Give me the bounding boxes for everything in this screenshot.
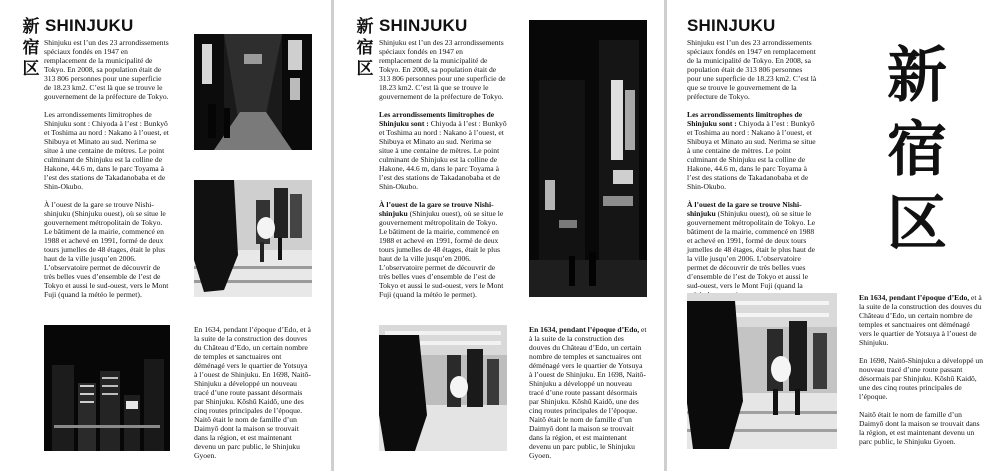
article-text-column: [379, 38, 507, 308]
kanji-vertical-title: [355, 17, 375, 80]
photo-station-commuters: [687, 293, 837, 449]
paragraph-edo-body: et à la suite de la construction des douves du Château d’Edo, un certain nombre de temples et sanctuaires ont déménagé vers le quartier de Yotsuya à l’ouest de Shinjuku. En 1698, Naitō-Shinjuku a développé un nouveau tracé d’une route passant désormais par Shinjuku. Kōshū Kaidō, une des cinq routes principales de l’époque. Naitō était le nom de famille d’un Daimyō dont la maison se trouvait dans la région, et est maintenant devenu un parc public, le Shinjuku Gyoen.: [194, 325, 311, 460]
layout-page-3: [667, 0, 1000, 471]
article-text-edo: [529, 325, 647, 469]
article-text-edo: [194, 325, 312, 469]
kanji-vertical-title: [21, 17, 41, 80]
article-text-column: [44, 38, 170, 308]
kanji-char: 区: [887, 189, 947, 259]
paragraph-limits: [687, 110, 817, 191]
paragraph-west: [44, 200, 170, 299]
paragraph-limits-lead: Les arrondissements limitrophes de Shinjuku sont :: [44, 110, 152, 128]
paragraph-gyoen: Naitō était le nom de famille d’un Daimyō dont la maison se trouvait dans la région, et est maintenant devenu un parc public, le Shinjuku Gyoen.: [859, 410, 980, 446]
paragraph-edo-body: et à la suite de la construction des douves du Château d’Edo, un certain nombre de temples et sanctuaires ont déménagé vers le quartier de Yotsuya à l’ouest de Shinjuku. En 1698, Naitō-Shinjuku a développé un nouveau tracé d’une route passant désormais par Shinjuku. Kōshū Kaidō, une des cinq routes principales de l’époque. Naitō était le nom de famille d’un Daimyō dont la maison se trouvait dans la région, et est maintenant devenu un parc public, le Shinjuku Gyoen.: [529, 325, 647, 460]
paragraph-edo-lead: En 1634, pendant l’époque d’Edo,: [529, 325, 640, 334]
photo-skyscrapers-night: [44, 325, 170, 451]
photo-pedestrians-crossing: [194, 180, 312, 297]
paragraph-limits-lead: Les arrondissements limitrophes de Shinjuku sont :: [379, 110, 495, 128]
paragraph-west-body: (Shinjuku ouest), où se situe le gouvernement métropolitain de Tokyo. Le bâtiment de la mairie, commencé en 1988 et achevé en 1991, formé de deux tours jumelles de 48 étages, était le plus haut de la ville jusqu’en 2006. L’observatoire permet de découvrir de très belles vues d’ensemble de l’est de Tokyo et aussi le sud-ouest, vers le Mont Fuji (quand la météo le permet).: [44, 209, 169, 299]
article-text-column: [687, 38, 817, 308]
paragraph-intro: Shinjuku est l’un des 23 arrondissements spéciaux fondés en 1947 en remplacement de la municipalité de Tokyo. En 2008, sa population était de 313 806 personnes pour une superficie de 18.23 km2. C’est là que se trouve le gouvernement de la préfecture de Tokyo.: [44, 38, 169, 101]
page-title: SHINJUKU: [379, 16, 468, 35]
paragraph-west-body: (Shinjuku ouest), où se situe le gouvernement métropolitain de Tokyo. Le bâtiment de la mairie, commencé en 1988 et achevé en 1991, formé de deux tours jumelles de 48 étages, était le plus haut de la ville jusqu’en 2006. L’observatoire permet de découvrir de très belles vues d’ensemble de l’est de Tokyo et aussi le sud-ouest, vers le Mont Fuji (quand la météo le permet).: [379, 209, 504, 299]
kanji-large-title: [877, 41, 957, 259]
article-text-edo: [859, 293, 983, 455]
kanji-char: 新: [356, 17, 374, 37]
paragraph-west-lead: À l’ouest de la gare se trouve Nishi-shinjuku: [379, 200, 494, 218]
paragraph-edo: [529, 325, 647, 460]
kanji-char: 区: [22, 59, 40, 79]
paragraph-limits-lead: Les arrondissements limitrophes de Shinjuku sont :: [687, 110, 803, 128]
paragraph-limits: [44, 110, 170, 191]
kanji-char: 宿: [22, 38, 40, 58]
kanji-char: 宿: [887, 115, 947, 185]
paragraph-limits: [379, 110, 507, 191]
paragraph-limits-body: Chiyoda à l’est : Bunkyō et Toshima au nord : Nakano à l’ouest, et Shibuya et Minato au sud. Nerima se situe à une centaine de mètres. Le point culminant de Shinjuku est la colline de Hakone, 44.6 m, dans le parc Toyama à l’est des stations de Takadanobaba et de Shin-Okubo.: [687, 119, 816, 191]
paragraph-limits-body: Chiyoda à l’est : Bunkyō et Toshima au nord : Nakano à l’ouest, et Shibuya et Minato au sud. Nerima se situe à une centaine de mètres. Le point culminant de Shinjuku est la colline de Hakone, 44.6 m, dans le parc Toyama à l’est des stations de Takadanobaba et de Shin-Okubo.: [379, 119, 507, 191]
paragraph-edo-lead: En 1634, pendant l’époque d’Edo,: [194, 325, 299, 334]
paragraph-west: [687, 200, 817, 299]
kanji-char: 宿: [356, 38, 374, 58]
paragraph-intro: Shinjuku est l’un des 23 arrondissements spéciaux fondés en 1947 en remplacement de la municipalité de Tokyo. En 2008, sa population était de 313 806 personnes pour une superficie de 18.23 km2. C’est là que se trouve le gouvernement de la préfecture de Tokyo.: [379, 38, 506, 101]
photo-station-commuters: [379, 325, 507, 451]
kanji-char: 新: [22, 17, 40, 37]
paragraph-west: [379, 200, 507, 299]
paragraph-west-lead: À l’ouest de la gare se trouve Nishi-shinjuku: [687, 200, 802, 218]
photo-night-street: [194, 34, 312, 150]
kanji-char: 新: [887, 41, 947, 111]
paragraph-edo-lead: En 1634, pendant l’époque d’Edo,: [859, 293, 970, 302]
paragraph-naito-road: En 1698, Naitō-Shinjuku a développé un nouveau tracé d’une route passant désormais par Shinjuku. Kōshū Kaidō, une des cinq routes principales de l’époque.: [859, 356, 984, 401]
layout-page-1: [0, 0, 331, 471]
paragraph-limits-body: Chiyoda à l’est : Bunkyō et Toshima au nord : Nakano à l’ouest, et Shibuya et Minato au sud. Nerima se situe à une centaine de mètres. Le point culminant de Shinjuku est la colline de Hakone, 44.6 m, dans le parc Toyama à l’est des stations de Takadanobaba et de Shin-Okubo.: [44, 119, 169, 191]
paragraph-edo-body: et à la suite de la construction des douves du Château d’Edo, un certain nombre de temples et sanctuaires ont déménagé vers le quartier de Yotsuya à l’ouest de Shinjuku.: [859, 293, 982, 347]
paragraph-edo: [859, 293, 983, 347]
page-title: SHINJUKU: [45, 16, 134, 35]
paragraph-west-body: (Shinjuku ouest), où se situe le gouvernement métropolitain de Tokyo. Le bâtiment de la mairie, commencé en 1988 et achevé en 1991, formé de deux tours jumelles de 48 étages, était le plus haut de la ville jusqu’en 2006. L’observatoire permet de découvrir de très belles vues d’ensemble de l’est de Tokyo et aussi le sud-ouest, vers le Mont Fuji (quand la: [687, 209, 816, 290]
kanji-char: 区: [356, 59, 374, 79]
paragraph-intro: Shinjuku est l’un des 23 arrondissements spéciaux fondés en 1947 en remplacement de la municipalité de Tokyo. En 2008, sa population était de 313 806 personnes pour une superficie de 18.23 km2. C’est là que se trouve le gouvernement de la préfecture de Tokyo.: [687, 38, 817, 101]
layout-page-2: [334, 0, 664, 471]
photo-neon-signs-tall: [529, 20, 647, 297]
page-title: SHINJUKU: [687, 16, 776, 35]
paragraph-edo: [194, 325, 312, 460]
paragraph-west-lead: À l’ouest de la gare se trouve Nishi-shinjuku: [44, 200, 154, 218]
